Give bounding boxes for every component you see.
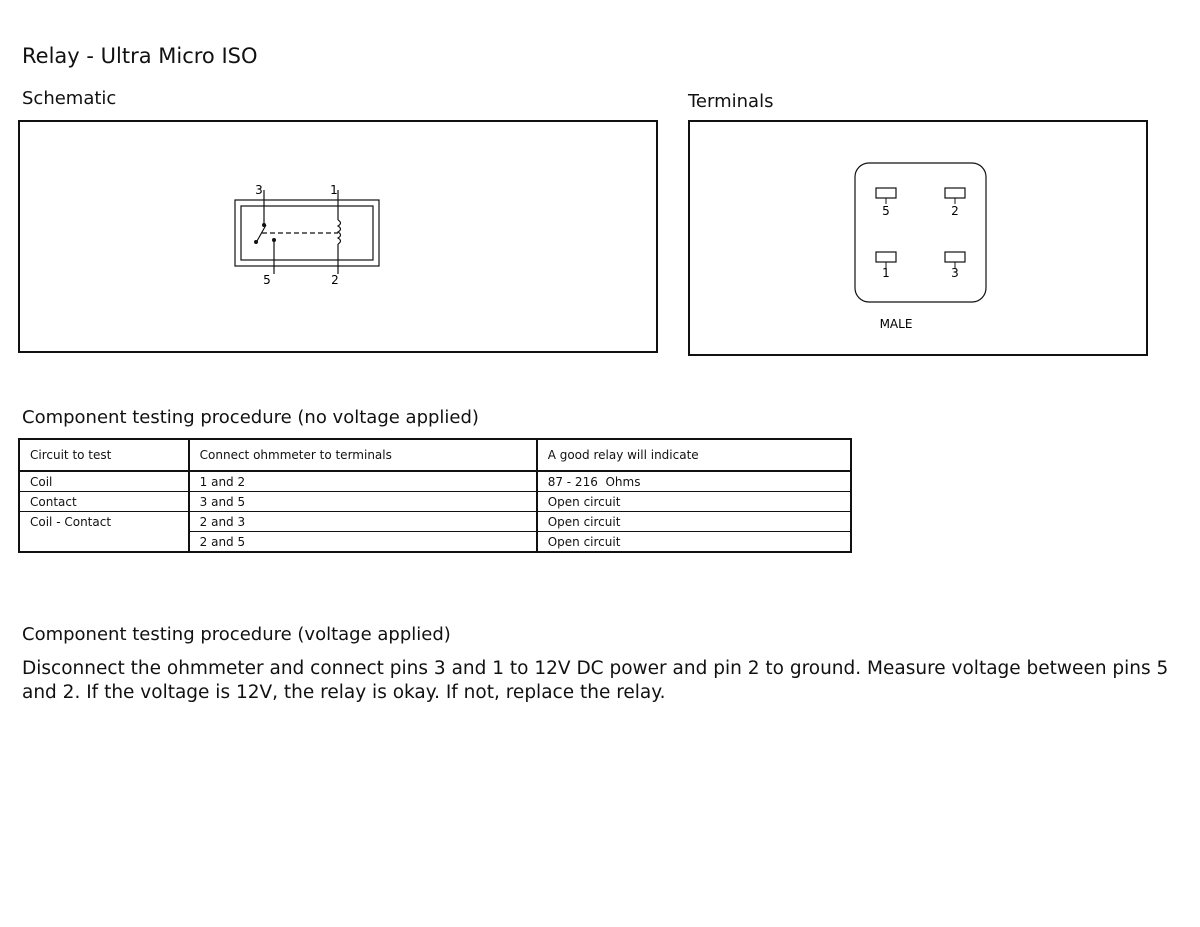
schematic-pin-label: 3 (255, 183, 263, 197)
terminal-pin-label: 1 (882, 266, 890, 280)
table-header-row (19, 439, 851, 471)
column-header: Circuit to test (19, 439, 189, 471)
table-row (19, 512, 851, 532)
voltage-instructions: Disconnect the ohmmeter and connect pins 3 and 1 to 12V DC power and pin 2 to ground. Measure voltage between pins 5 and 2. If the voltage is 12V, the relay is okay. If not, replace the relay. (22, 658, 1169, 703)
schematic-pin-label: 5 (263, 273, 271, 287)
relay-schematic-diagram (20, 122, 656, 351)
schematic-pin-label: 1 (330, 183, 338, 197)
terminals-cell: 2 and 5 (189, 532, 537, 553)
page-title: Relay - Ultra Micro ISO (22, 44, 258, 68)
indication-cell: Open circuit (537, 492, 851, 512)
terminal-pin-label: 5 (882, 204, 890, 218)
connector-gender-caption: MALE (879, 317, 913, 331)
schematic-heading: Schematic (22, 88, 117, 109)
circuit-cell: Coil - Contact (19, 512, 189, 532)
voltage-heading: Component testing procedure (voltage applied) (22, 624, 451, 645)
terminal-pin-label: 3 (951, 266, 959, 280)
terminals-cell: 3 and 5 (189, 492, 537, 512)
column-header: Connect ohmmeter to terminals (189, 439, 537, 471)
test-procedure-table (18, 438, 852, 553)
schematic-panel (18, 120, 658, 353)
circuit-cell: Contact (19, 492, 189, 512)
connector-terminal-diagram (690, 122, 1146, 354)
indication-cell: Open circuit (537, 512, 851, 532)
circuit-cell: Coil (19, 471, 189, 492)
terminals-heading: Terminals (688, 91, 774, 112)
schematic-pin-label: 2 (331, 273, 339, 287)
terminals-cell: 1 and 2 (189, 471, 537, 492)
terminal-pin-label: 2 (951, 204, 959, 218)
terminals-cell: 2 and 3 (189, 512, 537, 532)
table-row (19, 471, 851, 492)
table-row (19, 492, 851, 512)
indication-cell: Open circuit (537, 532, 851, 553)
table-row (19, 532, 851, 553)
column-header: A good relay will indicate (537, 439, 851, 471)
no-voltage-heading: Component testing procedure (no voltage applied) (22, 407, 479, 428)
circuit-cell (19, 532, 189, 553)
indication-cell: 87 - 216 Ohms (537, 471, 851, 492)
terminals-panel (688, 120, 1148, 356)
